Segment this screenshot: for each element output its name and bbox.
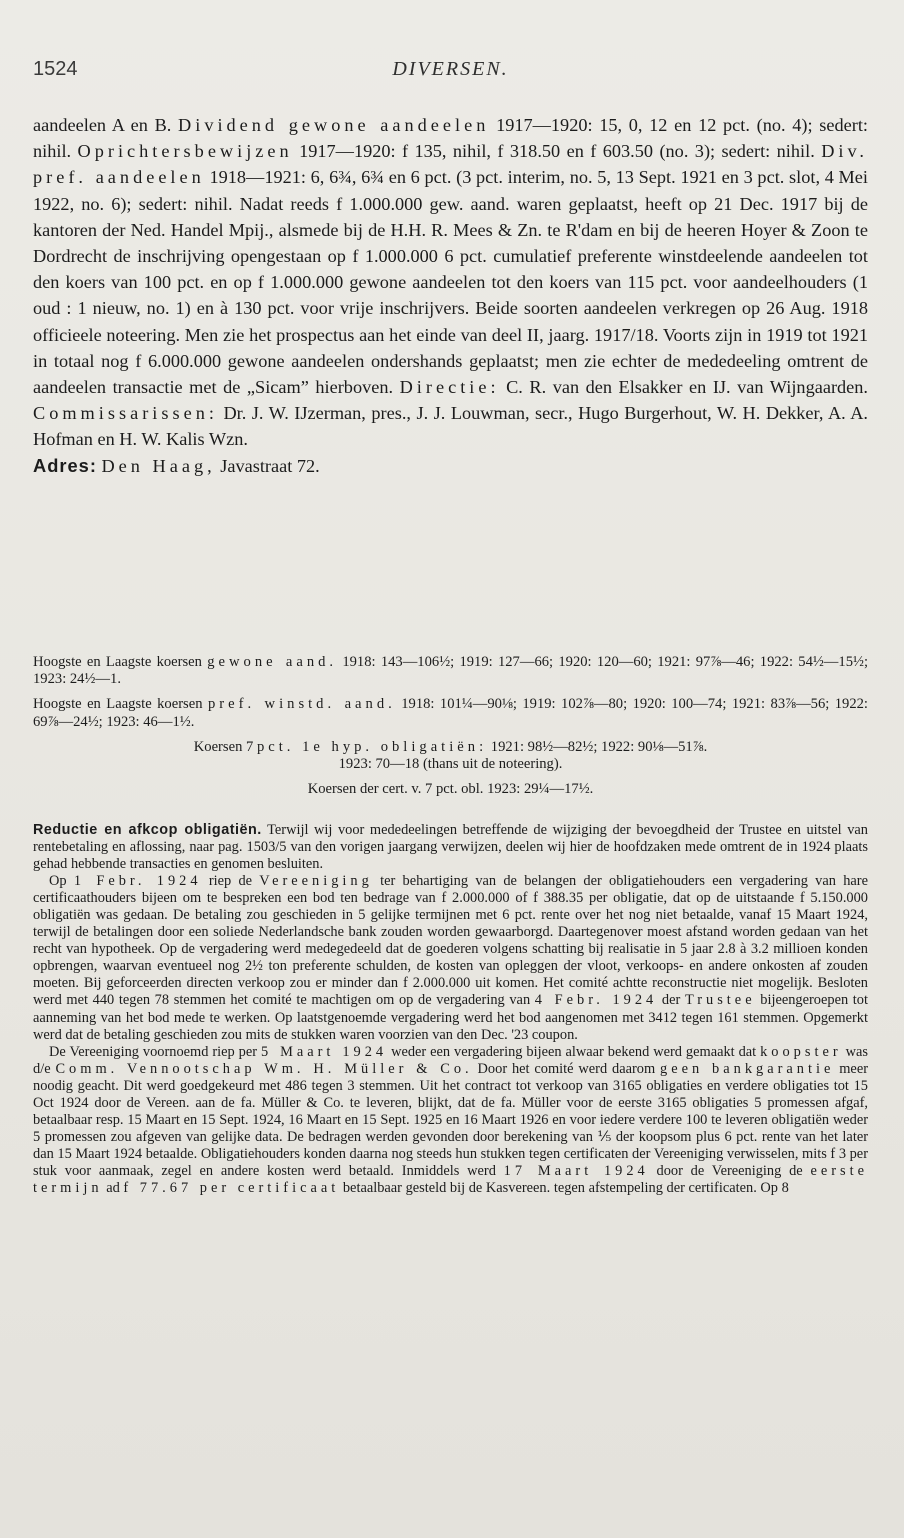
text-run: meer noodig geacht. Dit werd goedgekeurd met 486 tegen 3 stemmen. Uit het contract tot verkoop van 3165 obligaties en verdere obligaties tot 15 Oct 1924 door de Vereen. aan de fa. Müller & Co. te leveren, blijkt, dat de fa. Müller voor de eerste 3165 obligaties 5 promessen afgaf, betaalbaar resp. 15 Maart en 15 Sept. 1924, 16 Maart en 15 Sept. 1925 en 16 Maart 1926 en voor iedere verdere 100 te leveren obligatiën weder 5 promessen zou afgeven van gelijke data. De bedragen werden gevonden door berekening van ⅕ der koopsom plus 6 pct. rente van het later dan 15 Maart 1924 betaalde. Obligatiehouders konden daarna nog steeds hun stukken tegen certificaten der Vereeniging verwisselen, mits f 3 per stuk voor aanmaak, zegel en andere kosten werd betaald. Inmiddels werd [33, 1060, 868, 1179]
spaced-heading: koopster [760, 1043, 842, 1060]
text-run: riep de [208, 873, 253, 890]
spaced-heading: Div. pref. aandeelen [33, 141, 868, 188]
reductie-section [33, 822, 868, 1197]
text-run: Koersen der cert. v. 7 pct. obl. 1923: 29¼—17½. [307, 781, 594, 798]
text-run: door de Vereeniging de [656, 1162, 803, 1179]
spaced-heading: eerste termijn [33, 1162, 868, 1196]
text-run: Hoogste en Laagste koersen [33, 654, 202, 670]
text-run: Op [49, 873, 67, 890]
spaced-heading: 4 Febr. 1924 [534, 992, 658, 1009]
text-run: ter behartiging van de belangen der obligatiehouders een vergadering van hare certificaathouders bijeen om te bespreken een bod ten bedrage van f 2.000.000 of f 388.35 per obligatie, dat op de uitstaande f 5.150.000 obligatiën was gedaan. De betaling zou geschieden in 5 gelijke termijnen met 6 pct. rente over het nog niet betaalde, vanaf 15 Maart 1924, terwijl de betalingen door een soliede Nederlandsche bank zouden worden gewaarborgd. Daartegenover moest afstand worden gedaan van het recht van hypotheek. Op de vergadering werd medegedeeld dat de goederen volgens schatting bij realisatie in 5 jaar 2.8 à 3.2 millioen konden opbrengen, waarvan eventueel nog 2½ ton preferente schulden, de kosten van opleggen der vloot, verkoops- en andere onkosten af zouden moeten. Bij geforceerden directen verkoop zou er minder dan f 2.000.000 uit komen. Het comité achtte reconstructie niet mogelijk. Besloten werd met 440 tegen 78 stemmen het comité te machtigen om op de vergadering van [33, 873, 868, 1009]
spaced-heading: f 77.67 per certificaat [123, 1179, 340, 1196]
spaced-heading: Trustee [684, 992, 756, 1009]
text-run: der [661, 992, 681, 1009]
text-run: 1917—1920: 15, 0, 12 en 12 pct. (no. 4); sedert: nihil. [33, 115, 868, 162]
spaced-heading: Comm. Vennootschap Wm. H. Müller & Co. [55, 1060, 473, 1077]
text-run: De Vereeniging voornoemd riep per [49, 1043, 258, 1060]
text-run: 1918: 143—106½; 1919: 127—66; 1920: 120—60; 1921: 97⅞—46; 1922: 54½—15½; 1923: 24½—1. [33, 654, 868, 688]
text-run: was d/e [33, 1043, 868, 1077]
spaced-heading: Directie: [399, 377, 500, 398]
text-run: 1918: 101¼—90⅛; 1919: 102⅞—80; 1920: 100—74; 1921: 83⅞—56; 1922: 69⅞—24½; 1923: 46—1½. [33, 696, 868, 730]
text-run: Dr. J. W. IJzerman, pres., J. J. Louwman, secr., Hugo Burgerhout, W. H. Dekker, A. A. Hofman en H. W. Kalis Wzn. [33, 403, 869, 450]
spaced-heading: geen bankgarantie [660, 1060, 835, 1077]
text-run: Koersen 7 [193, 738, 254, 755]
koersen-gewone [33, 654, 868, 688]
text-run: Door het comité werd daarom [477, 1060, 656, 1077]
koersen-cert [33, 781, 868, 798]
spaced-heading: Oprichtersbewijzen [77, 141, 293, 162]
section-paragraph [33, 822, 868, 873]
spaced-heading: pct. 1e hyp. obligatiën: [256, 738, 488, 755]
text-run: aandeelen A en B. [33, 115, 172, 135]
text-run: betaalbaar gesteld bij de Kasvereen. tegen afstempeling der certificaten. Op 8 [342, 1179, 789, 1196]
spaced-heading: Vereeniging [259, 873, 373, 890]
running-head: DIVERSEN. [392, 58, 509, 80]
section-title: Reductie en afkcop obligatiën. [33, 822, 262, 838]
spaced-heading: 5 Maart 1924 [260, 1043, 388, 1060]
adres-street: Javastraat 72. [220, 455, 320, 476]
koersen-pref [33, 696, 868, 730]
text-run: ad [106, 1179, 120, 1196]
section-paragraph [33, 1044, 868, 1197]
koersen-obligaties [33, 739, 868, 773]
spaced-heading: Dividend gewone aandeelen [178, 115, 490, 135]
text-run: 1917—1920: f 135, nihil, f 318.50 en f 603.50 (no. 3); sedert: nihil. [299, 141, 815, 162]
spaced-heading: Commissarissen: [33, 403, 218, 424]
price-quotations [33, 654, 868, 806]
text-run: Terwijl wij voor mededeelingen betreffende de wijziging der bevoegdheid der Trustee en uitstel van rentebetaling en aflossing, naar pag. 1503/5 van den vorigen jaargang verwijzen, deelen wij hier de hoofdzaken mede omtrent de in 1924 plaats gehad hebbende transacties en genomen besluiten. [33, 822, 868, 873]
spaced-heading: 1 Febr. 1924 [73, 873, 202, 890]
text-run: bijeengeroepen tot aanneming van het bod mede te werken. Op laatstgenoemde vergadering werd het bod aangenomen met 3412 tegen 161 stemmen. Opgemerkt werd dat de betaling geschieden zou mits de stukken waren voorzien van den Dec. '23 coupon. [33, 992, 868, 1043]
text-run: 1918—1921: 6, 6¾, 6¾ en 6 pct. (3 pct. interim, no. 5, 13 Sept. 1921 en 3 pct. slot, 4 Mei 1922, no. 6); sedert: nihil. Nadat reeds f 1.000.000 gew. aand. waren geplaatst, heeft op 21 Dec. 1917 bij de kantoren der Ned. Handel Mpij., alsmede bij de H.H. R. Mees & Zn. te R'dam en bij de heeren Hoyer & Zoon te Dordrecht de inschrijving opengestaan op f 1.000.000 6 pct. cumulatief preferente winstdeelende aandeelen tot den koers van 100 pct. en op f 1.000.000 gewone aandeelen tot den koers van 115 pct. voor aandeelhouders (1 oud : 1 nieuw, no. 1) en à 130 pct. voor vrije inschrijvers. Beide soorten aandeelen verkregen op 26 Aug. 1918 officieele noteering. Men zie het prospectus aan het einde van deel II, jaarg. 1917/18. Voorts zijn in 1919 tot 1921 in totaal nog f 6.000.000 gewone aandeelen ondershands geplaatst; men zie echter de mededeeling omtrent de aandeelen transactie met de „Sicam” hierboven. [33, 167, 868, 398]
text-run: weder een vergadering bijeen alwaar bekend werd gemaakt dat [391, 1043, 757, 1060]
section-paragraph [33, 873, 868, 1043]
company-paragraph [33, 112, 868, 479]
page-number: 1524 [33, 58, 78, 80]
text-run: 1923: 70—18 (thans uit de noteering). [338, 756, 563, 773]
spaced-heading: gewone aand. [207, 654, 338, 670]
spaced-heading: 17 Maart 1924 [503, 1162, 649, 1179]
adres-city: Den Haag, [101, 455, 216, 476]
text-run: 1921: 98½—82½; 1922: 90⅛—51⅞. [490, 738, 708, 755]
spaced-heading: pref. winstd. aand. [207, 696, 396, 713]
text-run: C. R. van den Elsakker en IJ. van Wijngaarden. [506, 377, 868, 398]
page-header [33, 58, 868, 88]
text-run: Hoogste en Laagste koersen [33, 696, 203, 713]
adres-label: Adres: [33, 454, 97, 476]
